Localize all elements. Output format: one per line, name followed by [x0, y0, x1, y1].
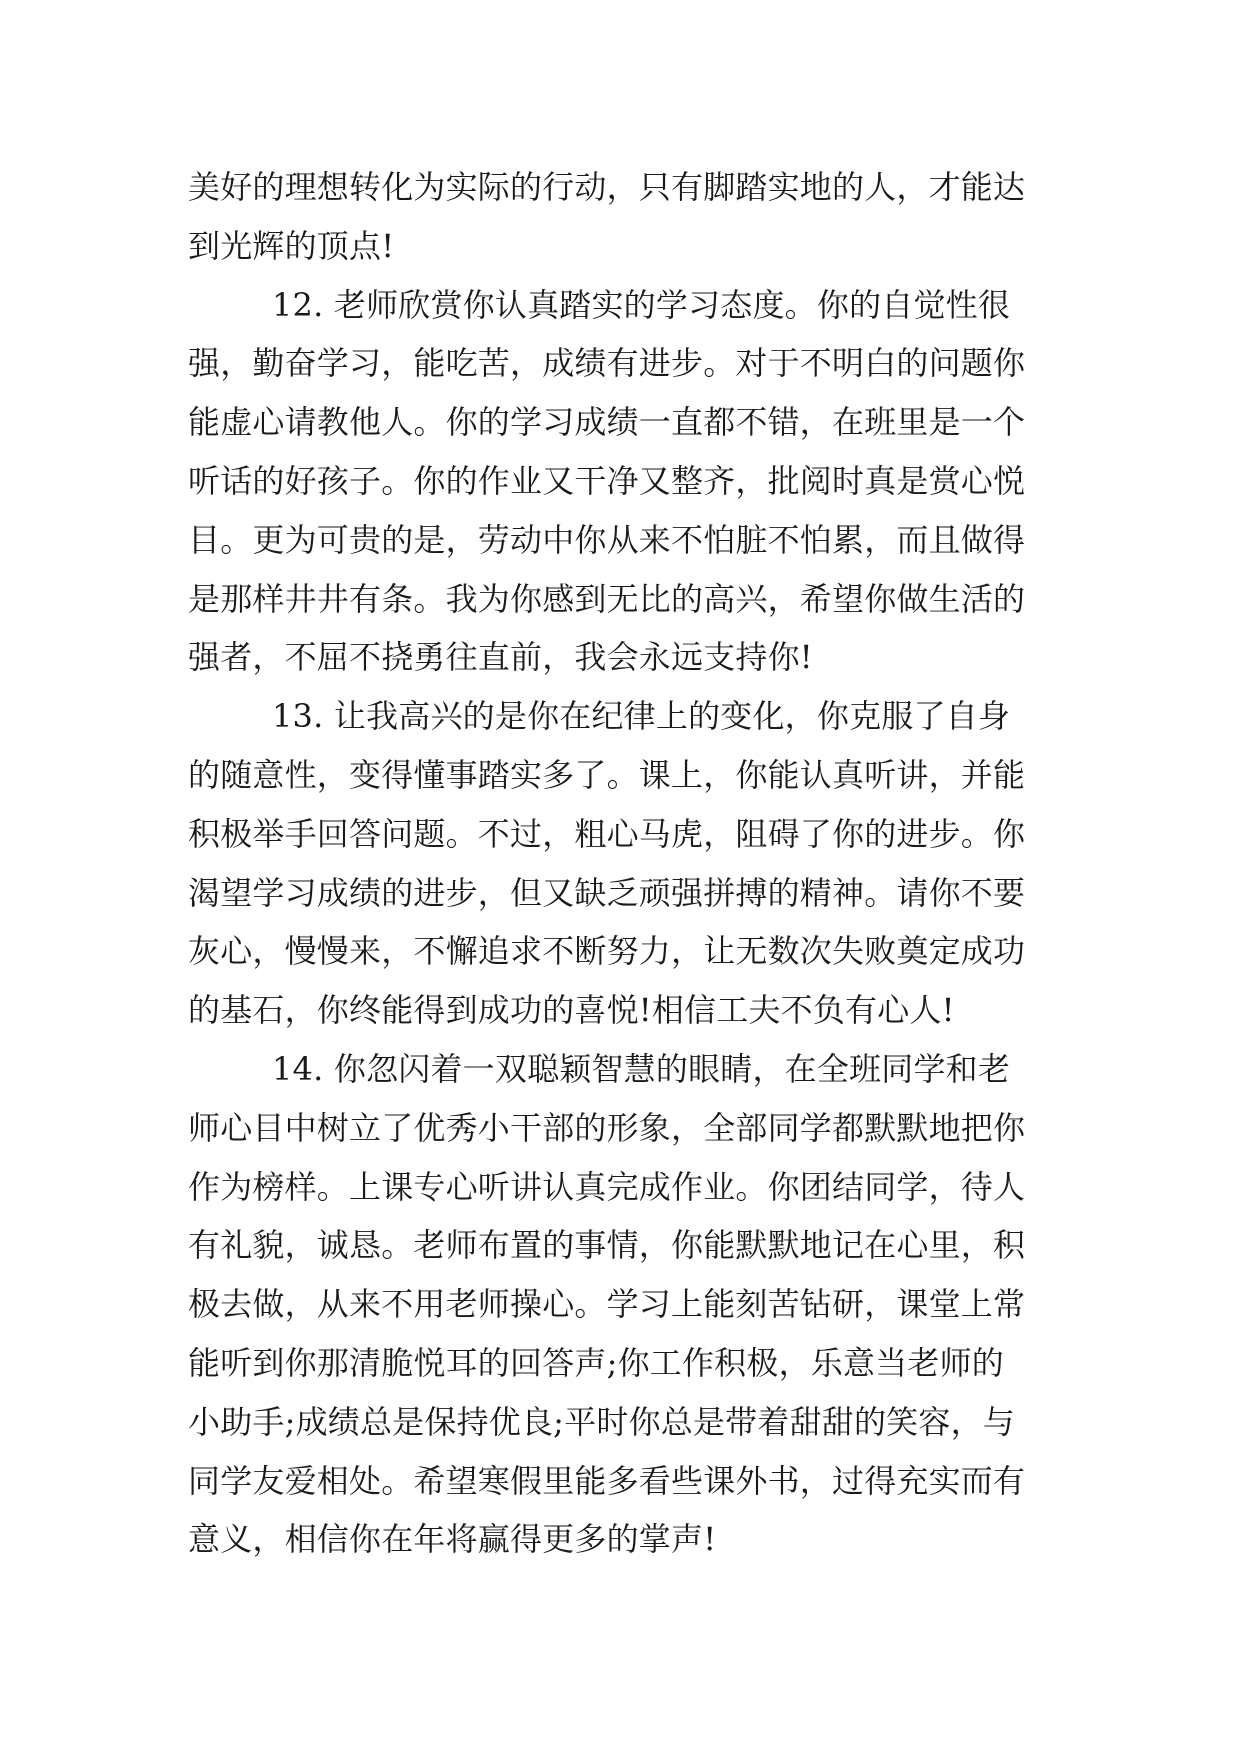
text-line: 极去做，从来不用老师操心。学习上能刻苦钻研，课堂上常 [188, 1285, 1026, 1324]
text-line: 的随意性，变得懂事踏实多了。课上，你能认真听讲，并能 [188, 755, 1026, 794]
text-line: 灰心，慢慢来，不懈追求不断努力，让无数次失败奠定成功 [188, 932, 1026, 971]
text-line: 美好的理想转化为实际的行动，只有脚踏实地的人，才能达 [188, 168, 1026, 206]
text-line: 有礼貌，诚恳。老师布置的事情，你能默默地记在心里，积 [188, 1226, 1026, 1265]
text-line: 能听到你那清脆悦耳的回答声;你工作积极，乐意当老师的 [188, 1343, 1004, 1382]
text-line: 是那样井井有条。我为你感到无比的高兴，希望你做生活的 [188, 579, 1026, 618]
text-line: 意义，相信你在年将赢得更多的掌声! [188, 1520, 717, 1559]
text-line: 的基石，你终能得到成功的喜悦!相信工夫不负有心人! [188, 991, 955, 1030]
paragraph-13 [188, 687, 1054, 1040]
text-line: 渴望学习成绩的进步，但又缺乏顽强拼搏的精神。请你不要 [188, 873, 1026, 912]
text-line: 同学友爱相处。希望寒假里能多看些课外书，过得充实而有 [188, 1461, 1026, 1500]
text-line: 小助手;成绩总是保持优良;平时你总是带着甜甜的笑容，与 [188, 1402, 1015, 1441]
text-line: 13. 让我高兴的是你在纪律上的变化，你克服了自身 [272, 697, 1011, 736]
paragraph-12 [188, 276, 1054, 688]
text-line: 积极举手回答问题。不过，粗心马虎，阻碍了你的进步。你 [188, 814, 1026, 853]
text-line: 12. 老师欣赏你认真踏实的学习态度。你的自觉性很 [272, 285, 1011, 324]
paragraph-14 [188, 1040, 1054, 1569]
text-line: 师心目中树立了优秀小干部的形象，全部同学都默默地把你 [188, 1108, 1026, 1147]
text-line: 14. 你忽闪着一双聪颖智慧的眼睛，在全班同学和老 [272, 1049, 1011, 1088]
text-line: 到光辉的顶点! [188, 226, 395, 265]
text-line: 能虚心请教他人。你的学习成绩一直都不错，在班里是一个 [188, 403, 1026, 442]
text-line: 作为榜样。上课专心听讲认真完成作业。你团结同学，待人 [188, 1167, 1026, 1206]
text-line: 强，勤奋学习，能吃苦，成绩有进步。对于不明白的问题你 [188, 344, 1026, 383]
paragraph-continuation [188, 158, 1054, 276]
text-line: 强者，不屈不挠勇往直前，我会永远支持你! [188, 638, 813, 677]
text-line: 听话的好孩子。你的作业又干净又整齐，批阅时真是赏心悦 [188, 461, 1026, 500]
text-line: 目。更为可贵的是，劳动中你从来不怕脏不怕累，而且做得 [188, 520, 1026, 559]
document-body [188, 158, 1054, 1569]
